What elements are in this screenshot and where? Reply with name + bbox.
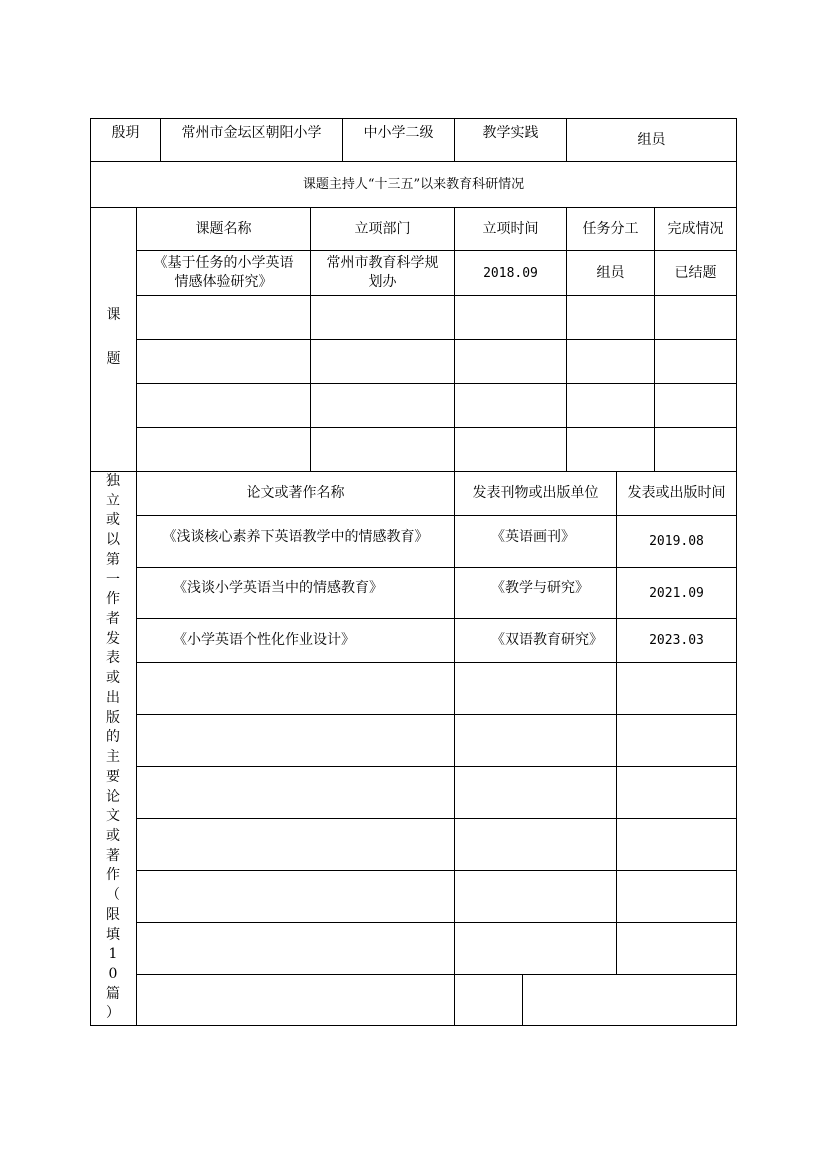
paper-date-3: 2023.03 [649,633,704,648]
papers-side-char: 或 [106,512,120,529]
papers-side-char: 或 [106,670,120,687]
papers-header-title: 论文或著作名称 [246,485,345,501]
project-dept: 常州市教育科学规划办 [326,255,439,290]
row-divider [136,766,737,767]
papers-side-label [98,472,128,1024]
row-divider [136,662,737,663]
papers-side-char: 发 [106,630,120,647]
papers-side-char: 或 [106,827,120,844]
papers-side-char: 著 [106,847,120,864]
col-divider [136,207,137,1025]
papers-side-char: 要 [106,768,120,785]
papers-side-char: 的 [106,729,120,746]
row-divider [136,427,737,428]
papers-side-char: 主 [106,749,120,766]
papers-side-char: 版 [106,709,120,726]
projects-side-label-1: 课 [106,306,121,323]
name-cell: 殷玥 [111,125,140,141]
row-divider [136,295,737,296]
papers-side-char: 一 [106,571,120,588]
table-border-left [90,118,91,1026]
paper-title-2: 《浅谈小学英语当中的情感教育》 [173,579,383,596]
row-divider [136,383,737,384]
projects-side-label-2: 题 [106,350,121,367]
project-name: 《基于任务的小学英语情感体验研究》 [153,255,294,290]
papers-side-char: ） [106,1005,120,1022]
paper-date-1: 2019.08 [649,534,704,549]
row-divider [136,818,737,819]
row-divider [136,922,737,923]
papers-side-char: 文 [106,808,120,825]
paper-date-2: 2021.09 [649,585,704,601]
papers-side-char: 作 [106,591,120,608]
papers-header-journal: 发表刊物或出版单位 [472,485,599,501]
role-cell: 组员 [637,131,666,148]
paper-journal-3: 《双语教育研究》 [491,631,603,648]
projects-header-dept: 立项部门 [354,220,411,237]
papers-side-char: 出 [106,689,120,706]
papers-side-char: 表 [106,650,120,667]
paper-journal-1: 《英语画刊》 [491,528,575,545]
papers-side-char: 篇 [106,985,120,1002]
papers-side-char: 0 [108,965,118,982]
papers-side-char: 限 [106,906,120,923]
projects-header-name: 课题名称 [195,220,252,237]
papers-side-char: 论 [106,788,120,805]
papers-side-char: 1 [108,946,118,963]
papers-side-char: 立 [106,492,120,509]
paper-title-1: 《浅谈核心素养下英语教学中的情感教育》 [162,528,429,545]
papers-side-char: 者 [106,611,120,628]
papers-side-char: 作 [106,867,120,884]
col-divider [454,471,455,1025]
project-task: 组员 [596,264,625,281]
table-border-bottom [90,1025,737,1026]
paper-title-3: 《小学英语个性化作业设计》 [173,631,355,648]
projects-header-status: 完成情况 [667,220,724,237]
papers-side-char: 第 [106,551,120,568]
title-cell: 中小学二级 [363,125,434,141]
project-status: 已结题 [674,264,717,281]
row-divider [136,974,737,975]
section-title: 课题主持人“十三五”以来教育科研情况 [302,177,525,192]
papers-side-char: （ [106,887,120,904]
projects-header-date: 立项时间 [482,220,539,237]
papers-side-char: 以 [106,532,120,549]
row-divider [136,339,737,340]
table-border-right [736,118,737,1026]
papers-header-date: 发表或出版时间 [627,485,726,501]
col-divider [522,974,523,1025]
subject-cell: 教学实践 [482,125,539,141]
project-date: 2018.09 [483,265,538,281]
paper-journal-2: 《教学与研究》 [491,579,589,596]
papers-side-char: 填 [106,926,120,943]
papers-side-char: 独 [106,473,120,489]
row-divider [136,870,737,871]
projects-header-task: 任务分工 [582,220,639,237]
row-divider [136,714,737,715]
school-cell: 常州市金坛区朝阳小学 [181,125,322,141]
